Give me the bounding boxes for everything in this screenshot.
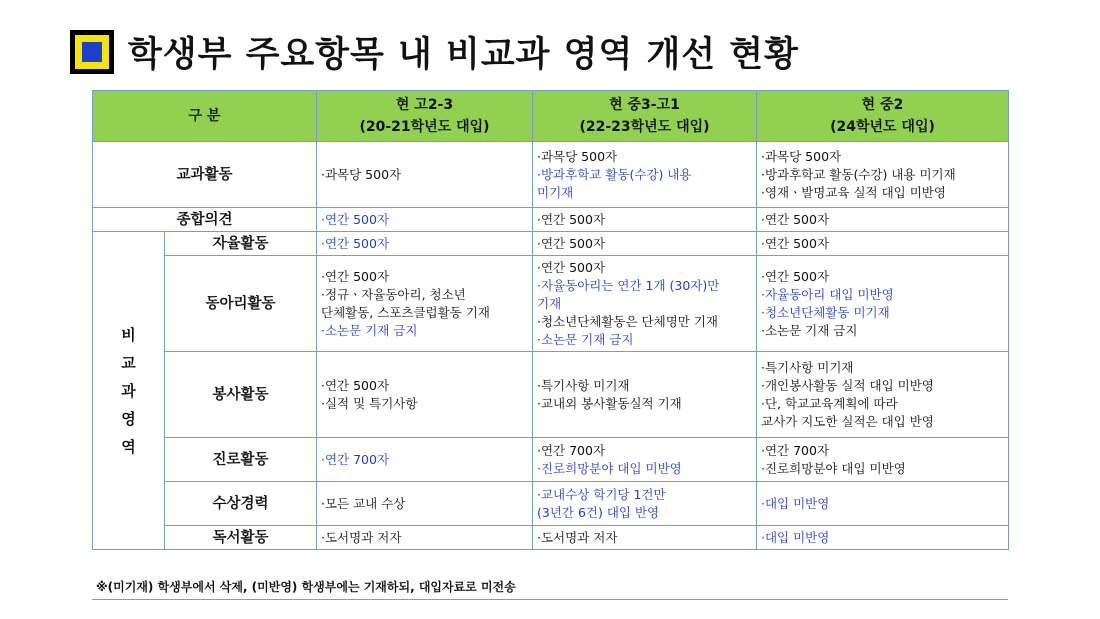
- cell-line: ·진로희망분야 대입 미반영: [761, 460, 906, 476]
- header-row: [93, 91, 1009, 142]
- cell-line: ·자율동아리 대입 미반영: [761, 286, 894, 302]
- cell-line: ·과목당 500자: [321, 166, 402, 182]
- cell-c2: [533, 256, 757, 352]
- cell-line: ·연간 500자: [321, 211, 390, 227]
- cell-c1: [317, 142, 533, 208]
- header-col1: 현 고2-3 (20-21학년도 대입): [317, 91, 533, 142]
- cell-c2: [533, 142, 757, 208]
- row-label: 교과활동: [93, 142, 317, 208]
- cell-line: ·연간 700자: [537, 442, 606, 458]
- table-row: [93, 526, 1009, 550]
- table-row: [93, 256, 1009, 352]
- cell-c2: [533, 208, 757, 232]
- cell-c3: [757, 232, 1009, 256]
- cell-line: ·모든 교내 수상: [321, 495, 406, 511]
- title-square-icon: [70, 30, 114, 74]
- cell-line: 교사가 지도한 실적은 대입 반영: [761, 413, 934, 429]
- cell-c1: [317, 526, 533, 550]
- cell-line: ·연간 500자: [761, 235, 830, 251]
- row-label: 독서활동: [165, 526, 317, 550]
- table-row: [93, 482, 1009, 526]
- cell-line: ·소논문 기재 금지: [321, 322, 418, 338]
- cell-line: ·단, 학교교육계획에 따라: [761, 395, 898, 411]
- cell-line: ·개인봉사활동 실적 대입 미반영: [761, 377, 934, 393]
- row-label: 자율활동: [165, 232, 317, 256]
- header-col3: 현 중2 (24학년도 대입): [757, 91, 1009, 142]
- table-row: [93, 352, 1009, 438]
- cell-line: ·연간 500자: [761, 268, 830, 284]
- page-title: 학생부 주요항목 내 비교과 영역 개선 현황: [128, 35, 799, 75]
- cell-line: ·도서명과 저자: [537, 529, 618, 545]
- cell-line: ·과목당 500자: [761, 148, 842, 164]
- cell-line: ·대입 미반영: [761, 495, 830, 511]
- footnote: ※(미기재) 학생부에서 삭제, (미반영) 학생부에는 기재하되, 대입자료로 미전송: [92, 576, 1008, 600]
- table-row: [93, 208, 1009, 232]
- cell-line: ·연간 700자: [321, 451, 390, 467]
- cell-line: ·대입 미반영: [761, 529, 830, 545]
- cell-line: ·연간 500자: [761, 211, 830, 227]
- cell-line: ·연간 500자: [537, 259, 606, 275]
- cell-line: ·도서명과 저자: [321, 529, 402, 545]
- cell-line: ·연간 500자: [321, 235, 390, 251]
- cell-line: ·청소년단체활동 미기재: [761, 304, 890, 320]
- cell-c2: [533, 232, 757, 256]
- cell-c3: [757, 208, 1009, 232]
- cell-line: (3년간 6건) 대입 반영: [537, 504, 660, 520]
- cell-c1: [317, 208, 533, 232]
- row-label: 봉사활동: [165, 352, 317, 438]
- cell-c3: [757, 256, 1009, 352]
- cell-line: ·연간 700자: [761, 442, 830, 458]
- comparison-table: [92, 90, 1009, 550]
- cell-line: ·연간 500자: [537, 235, 606, 251]
- cell-line: ·영재ㆍ발명교육 실적 대입 미반영: [761, 184, 946, 200]
- cell-c2: [533, 482, 757, 526]
- cell-line: ·방과후학교 활동(수강) 내용 미기재: [761, 166, 956, 182]
- header-category: 구 분: [93, 91, 317, 142]
- cell-line: ·자율동아리는 연간 1개 (30자)만: [537, 277, 720, 293]
- cell-c2: [533, 526, 757, 550]
- cell-c1: [317, 232, 533, 256]
- row-label: 동아리활동: [165, 256, 317, 352]
- cell-c2: [533, 352, 757, 438]
- cell-line: ·연간 500자: [321, 268, 390, 284]
- cell-line: ·특기사항 미기재: [537, 377, 630, 393]
- cell-c1: [317, 256, 533, 352]
- cell-line: ·소논문 기재 금지: [537, 331, 634, 347]
- cell-c1: [317, 482, 533, 526]
- header-col2: 현 중3-고1 (22-23학년도 대입): [533, 91, 757, 142]
- cell-c1: [317, 352, 533, 438]
- row-label: 진로활동: [165, 438, 317, 482]
- cell-line: ·실적 및 특기사항: [321, 395, 418, 411]
- cell-line: 단체활동, 스포츠클럽활동 기재: [321, 304, 490, 320]
- cell-line: ·연간 500자: [321, 377, 390, 393]
- cell-c3: [757, 438, 1009, 482]
- title-bar: [70, 22, 799, 82]
- cell-line: ·교내외 봉사활동실적 기재: [537, 395, 682, 411]
- cell-line: 기재: [537, 295, 562, 311]
- cell-c3: [757, 352, 1009, 438]
- cell-line: ·방과후학교 활동(수강) 내용: [537, 166, 692, 182]
- row-label: 수상경력: [165, 482, 317, 526]
- cell-c3: [757, 482, 1009, 526]
- table-row: [93, 438, 1009, 482]
- cell-line: ·연간 500자: [537, 211, 606, 227]
- cell-line: ·정규ㆍ자율동아리, 청소년: [321, 286, 466, 302]
- side-label-extracurricular: 비 교 과 영 역: [93, 232, 165, 550]
- row-label: 종합의견: [93, 208, 317, 232]
- cell-line: ·소논문 기재 금지: [761, 322, 858, 338]
- cell-line: ·특기사항 미기재: [761, 359, 854, 375]
- cell-c1: [317, 438, 533, 482]
- cell-line: ·교내수상 학기당 1건만: [537, 486, 666, 502]
- table-row: [93, 232, 1009, 256]
- cell-c3: [757, 142, 1009, 208]
- table-row: [93, 142, 1009, 208]
- cell-line: ·과목당 500자: [537, 148, 618, 164]
- cell-line: ·진로희망분야 대입 미반영: [537, 460, 682, 476]
- cell-c3: [757, 526, 1009, 550]
- cell-line: 미기재: [537, 184, 574, 200]
- cell-c2: [533, 438, 757, 482]
- cell-line: ·청소년단체활동은 단체명만 기재: [537, 313, 718, 329]
